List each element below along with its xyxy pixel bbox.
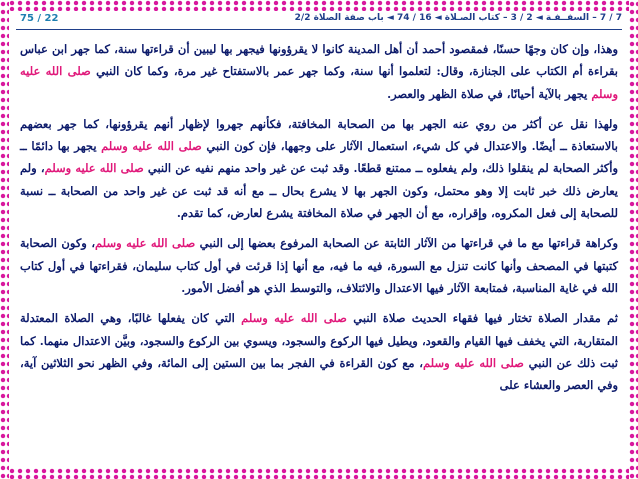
document-body xyxy=(20,38,618,396)
paragraph-text: التي كان يفعلها غالبًا، وهي الصلاة المعتدلة المتقاربة، التي يخفف فيها القيام والقعود، ويطيل فيها الركوع والسجود، ويسوي بين الركوع والسجود، وبيَّن الاعتدال منهما. كما ثبت ذلك عن النبي xyxy=(20,311,618,370)
salawat-phrase: صلى الله عليه وسلم xyxy=(241,311,347,326)
decorative-border-bottom xyxy=(0,468,638,479)
paragraph-text: ولهذا نقل عن أكثر من روي عنه الجهر بها من الصحابة المخافتة، فكأنهم جهروا لإظهار أنهم يقرؤونها، كما جهر بعضهم بالاستعاذة ــ أيضًا. والاعتدال في كل شيء، استعمال الآثار على وجهها، فإن كون النبي xyxy=(20,116,618,154)
paragraph-text: ثم مقدار الصلاة تختار فيها فقهاء الحديث صلاة النبي xyxy=(346,311,619,326)
salawat-phrase: صلى الله عليه وسلم xyxy=(95,236,196,251)
salawat-phrase: صلى الله عليه وسلم xyxy=(101,139,202,154)
paragraph xyxy=(20,113,618,224)
paragraph xyxy=(20,38,618,105)
paragraph-text: ، مع كون القراءة في الفجر بما بين الستين إلى المائة، وفي الظهر نحو الثلاثين آية، وفي العصر والعشاء على xyxy=(20,355,618,393)
salawat-phrase: صلى الله عليه وسلم xyxy=(44,161,144,176)
paragraph-text: يجهر بالآية أحيانًا، في صلاة الظهر والعصر. xyxy=(387,86,592,101)
decorative-border-right xyxy=(629,0,638,479)
page-header xyxy=(16,12,622,30)
breadcrumb: 7 / 7 – السفــفـة ◄ 2 / 3 – كتاب الصـلاة ◄ 16 / 74 ◄ باب صفة الصلاة 2/2 xyxy=(294,13,622,23)
salawat-phrase: صلى الله عليه وسلم xyxy=(20,64,618,101)
decorative-border-left xyxy=(0,0,9,479)
paragraph xyxy=(20,307,618,396)
decorative-border-top xyxy=(0,0,638,11)
paragraph-text: وكراهة قراءتها مع ما في قراءتها من الآثار الثابتة عن الصحابة المرفوع بعضها إلى النبي xyxy=(195,236,618,251)
paragraph-text: وهذا، وإن كان وجهًا حسنًا، فمقصود أحمد أن أهل المدينة كانوا لا يقرؤونها فيجهر بها ليبين أن قراءتها سنة، كما جهر ابن عباس بقراءة أم الكتاب على الجنازة، وقال: لتعلموا أنها سنة، وكما جهر عمر بالاستفتاح غير مرة، وكما كان النبي xyxy=(20,42,618,79)
paragraph xyxy=(20,232,618,299)
page-counter: 75 / 22 xyxy=(20,13,59,24)
paragraph-text: يجهر بها دائمًا ــ وأكثر الصحابة لم ينقلوا ذلك، ولم يفعلوه ــ ممتنع قطعًا. وقد ثبت عن غير واحد منهم نفيه عن النبي xyxy=(20,139,618,176)
paragraph-text: ، وكون الصحابة كتبتها في المصحف وأنها كانت تنزل مع السورة، فيه ما فيه، مع أنها إذا قرئت في أول كتاب سليمان، فقراءتها في أول كتاب الله في غاية المناسبة، فمتابعة الآثار فيها الاعتدال والائتلاف، والتوسط الذي هو أفضل الأمور. xyxy=(20,236,618,295)
header-divider xyxy=(16,29,622,30)
paragraph-text: ، ولم يعارض ذلك خبر ثابت إلا وهو محتمل، وكون الجهر بها لا يشرع بحال ــ مع أنه قد ثبت عن غير واحد من الصحابة ــ نسبة للصحابة إلى فعل المكروه، وإقراره، مع أن الجهر في صلاة المخافتة يشرع لعارض، كما تقدم. xyxy=(20,161,618,221)
salawat-phrase: صلى الله عليه وسلم xyxy=(422,355,524,370)
